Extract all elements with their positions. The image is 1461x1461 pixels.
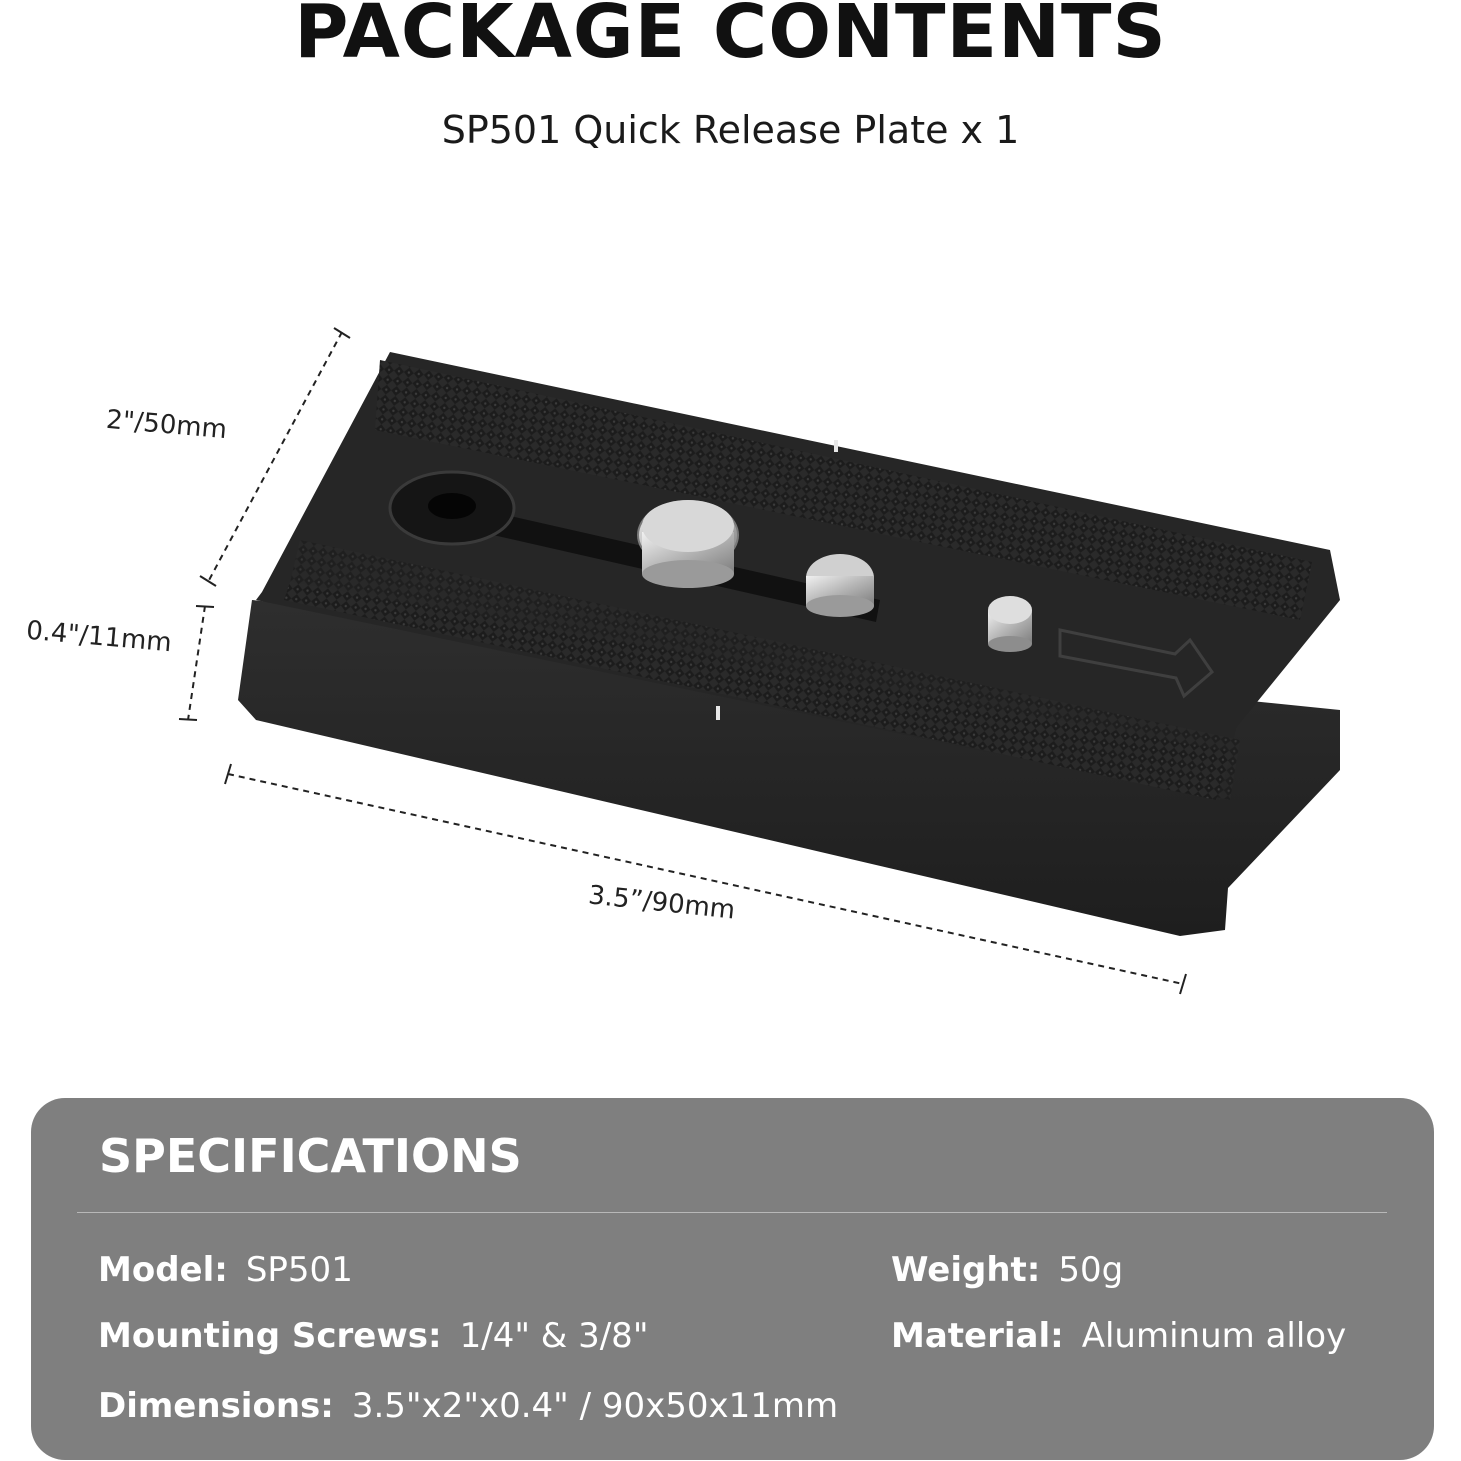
specifications-divider [77, 1212, 1387, 1213]
dim-line-height [188, 606, 205, 720]
product-figure [0, 300, 1461, 1020]
spec-mounting-screws [98, 1314, 648, 1358]
package-item: SP501 Quick Release Plate x 1 [441, 108, 1020, 152]
spec-material [891, 1314, 1346, 1358]
specifications-panel [31, 1098, 1434, 1460]
spec-dimensions-label: Dimensions: [98, 1386, 334, 1426]
spec-model-value: SP501 [245, 1250, 353, 1290]
spec-model [98, 1248, 353, 1292]
spec-model-label: Model: [98, 1250, 228, 1290]
specifications-title: SPECIFICATIONS [99, 1129, 522, 1183]
page-title: PACKAGE CONTENTS [294, 0, 1167, 75]
spec-mounting-screws-value: 1/4" & 3/8" [459, 1316, 649, 1356]
spec-dimensions [98, 1384, 838, 1428]
spec-dimensions-value: 3.5"x2"x0.4" / 90x50x11mm [351, 1386, 839, 1426]
spec-weight [891, 1248, 1123, 1292]
dimension-width-label: 2"/50mm [104, 404, 229, 446]
spec-material-label: Material: [891, 1316, 1064, 1356]
dimension-height-label: 0.4"/11mm [24, 615, 173, 659]
dimension-length-label: 3.5”/90mm [586, 880, 737, 926]
spec-mounting-screws-label: Mounting Screws: [98, 1316, 442, 1356]
spec-material-value: Aluminum alloy [1081, 1316, 1347, 1356]
spec-weight-value: 50g [1058, 1250, 1124, 1290]
spec-weight-label: Weight: [891, 1250, 1041, 1290]
